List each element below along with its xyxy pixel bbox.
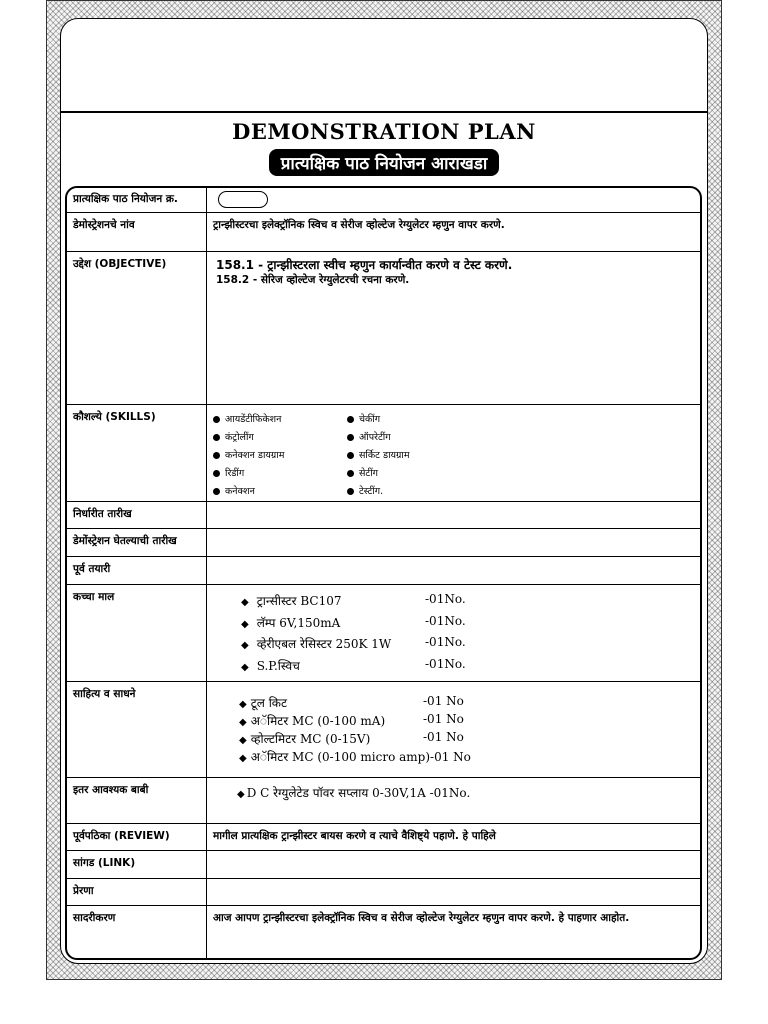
presentation-label: सादरीकरण xyxy=(73,912,116,924)
row-scheduled-date xyxy=(67,502,700,529)
skill-item: सर्किट डायग्राम xyxy=(347,447,410,465)
row-link xyxy=(67,851,700,879)
column-divider xyxy=(206,405,207,501)
row-taken-date xyxy=(67,529,700,557)
skill-item: चेकींग xyxy=(347,411,380,429)
objective-label: उद्देश (OBJECTIVE) xyxy=(73,258,167,270)
bullet-icon xyxy=(213,416,220,423)
document-title: DEMONSTRATION PLAN xyxy=(232,119,536,144)
objective-line-1: 158.1 - ट्रान्झीस्टरला स्वीच म्हणुन कार्यान्वीत करणे व टेस्ट करणे. xyxy=(216,258,513,272)
plan-number-field[interactable] xyxy=(218,191,268,208)
diamond-bullet-icon: ◆ xyxy=(241,619,249,630)
tool-item: ◆ अॅमिटर MC (0-100 micro amp)-01 No xyxy=(239,750,471,764)
bullet-icon xyxy=(213,434,220,441)
material-qty: -01No. xyxy=(425,614,466,628)
material-item: ◆ व्हेरीएबल रेसिस्टर 250K 1W xyxy=(241,637,392,651)
review-label: पूर्वपठिका (REVIEW) xyxy=(73,830,170,842)
skill-item: रिडींग xyxy=(213,465,244,483)
skill-item: आयडेंटीफिकेशन xyxy=(213,411,281,429)
diamond-bullet-icon: ◆ xyxy=(239,717,247,728)
row-tools xyxy=(67,682,700,778)
subtitle-wrap xyxy=(61,149,707,176)
diamond-bullet-icon: ◆ xyxy=(239,735,247,746)
objective-value xyxy=(216,258,696,288)
other-requirements-label: इतर आवश्यक बाबी xyxy=(73,784,149,796)
skill-item: कनेक्शन xyxy=(213,483,255,501)
skill-item: टेस्टींग. xyxy=(347,483,383,501)
diamond-bullet-icon: ◆ xyxy=(241,597,249,608)
plan-form xyxy=(65,186,702,960)
preparation-label: पूर्व तयारी xyxy=(73,563,111,575)
row-review xyxy=(67,824,700,851)
column-divider xyxy=(206,213,207,251)
column-divider xyxy=(206,252,207,404)
diamond-bullet-icon: ◆ xyxy=(237,789,245,800)
skills-label: कौशल्ये (SKILLS) xyxy=(73,411,156,423)
skill-item: सेटींग xyxy=(347,465,378,483)
diamond-bullet-icon: ◆ xyxy=(239,699,247,710)
header-separator xyxy=(61,111,707,113)
skill-item: कंट्रोलींग xyxy=(213,429,254,447)
material-qty: -01No. xyxy=(425,635,466,649)
bullet-icon xyxy=(213,452,220,459)
bullet-icon xyxy=(347,488,354,495)
column-divider xyxy=(206,824,207,850)
demo-name-label: डेमोस्ट्रेशनचे नांव xyxy=(73,219,135,231)
column-divider xyxy=(206,851,207,878)
objective-line-2: 158.2 - सेरिज व्होल्टेज रेग्युलेटरची रचना करणे. xyxy=(216,274,410,286)
tools-label: साहित्य व साधने xyxy=(73,688,136,700)
document-subtitle: प्रात्यक्षिक पाठ नियोजन आराखडा xyxy=(269,149,500,176)
row-motivation xyxy=(67,879,700,906)
presentation-value: आज आपण ट्रान्झीस्टरचा इलेक्ट्रॉनिक स्विच व सेरीज व्होल्टेज रेग्युलेटर म्हणुन वापर करणे. हे पाहणार आहोत. xyxy=(213,912,630,924)
tool-qty: -01 No xyxy=(423,730,464,744)
skill-item: ऑपरेटींग xyxy=(347,429,391,447)
row-objective xyxy=(67,252,700,405)
row-preparation xyxy=(67,557,700,585)
column-divider xyxy=(206,557,207,584)
column-divider xyxy=(206,585,207,681)
diamond-bullet-icon: ◆ xyxy=(239,753,247,764)
bullet-icon xyxy=(347,434,354,441)
demo-name-value: ट्रान्झीस्टरचा इलेक्ट्रॉनिक स्विच व सेरीज व्होल्टेज रेग्युलेटर म्हणुन वापर करणे. xyxy=(213,219,505,231)
raw-material-label: कच्चा माल xyxy=(73,591,115,603)
taken-date-label: डेमोंस्ट्रेशन घेतल्याची तारीख xyxy=(73,535,177,547)
other-requirements-value: ◆ D C रेग्युलेटेड पॉवर सप्लाय 0-30V,1A -01No. xyxy=(237,786,471,800)
row-presentation xyxy=(67,906,700,958)
row-raw-material xyxy=(67,585,700,682)
review-value: मागील प्रात्यक्षिक ट्रान्झीस्टर बायस करणे व त्याचे वैशिष्ट्ये पहाणे. हे पाहिले xyxy=(213,830,496,842)
link-label: सांगड (LINK) xyxy=(73,857,136,869)
material-qty: -01No. xyxy=(425,592,466,606)
bullet-icon xyxy=(347,470,354,477)
material-qty: -01No. xyxy=(425,657,466,671)
row-plan-number xyxy=(67,188,700,213)
bullet-icon xyxy=(213,488,220,495)
column-divider xyxy=(206,502,207,528)
diamond-bullet-icon: ◆ xyxy=(241,640,249,651)
row-skills xyxy=(67,405,700,502)
diamond-bullet-icon: ◆ xyxy=(241,662,249,673)
scheduled-date-label: निर्धारीत तारीख xyxy=(73,508,132,520)
row-demo-name xyxy=(67,213,700,252)
bullet-icon xyxy=(347,416,354,423)
column-divider xyxy=(206,906,207,958)
row-other-requirements xyxy=(67,778,700,824)
document-page xyxy=(60,18,708,964)
column-divider xyxy=(206,529,207,556)
column-divider xyxy=(206,188,207,212)
tool-item: ◆ व्होल्टमिटर MC (0-15V) xyxy=(239,732,371,746)
column-divider xyxy=(206,682,207,777)
plan-number-label: प्रात्यक्षिक पाठ नियोजन क्र. xyxy=(73,193,178,205)
skill-item: कनेक्शन डायग्राम xyxy=(213,447,284,465)
tool-qty: -01 No xyxy=(423,694,464,708)
tool-item: ◆ टूल किट xyxy=(239,696,288,710)
material-item: ◆ S.P.स्विच xyxy=(241,659,300,673)
column-divider xyxy=(206,778,207,823)
bullet-icon xyxy=(347,452,354,459)
material-item: ◆ लॅम्प 6V,150mA xyxy=(241,616,341,630)
tool-qty: -01 No xyxy=(423,712,464,726)
column-divider xyxy=(206,879,207,905)
bullet-icon xyxy=(213,470,220,477)
motivation-label: प्रेरणा xyxy=(73,885,94,897)
material-item: ◆ ट्रान्सीस्टर BC107 xyxy=(241,594,342,608)
tool-item: ◆ अॅमिटर MC (0-100 mA) xyxy=(239,714,386,728)
